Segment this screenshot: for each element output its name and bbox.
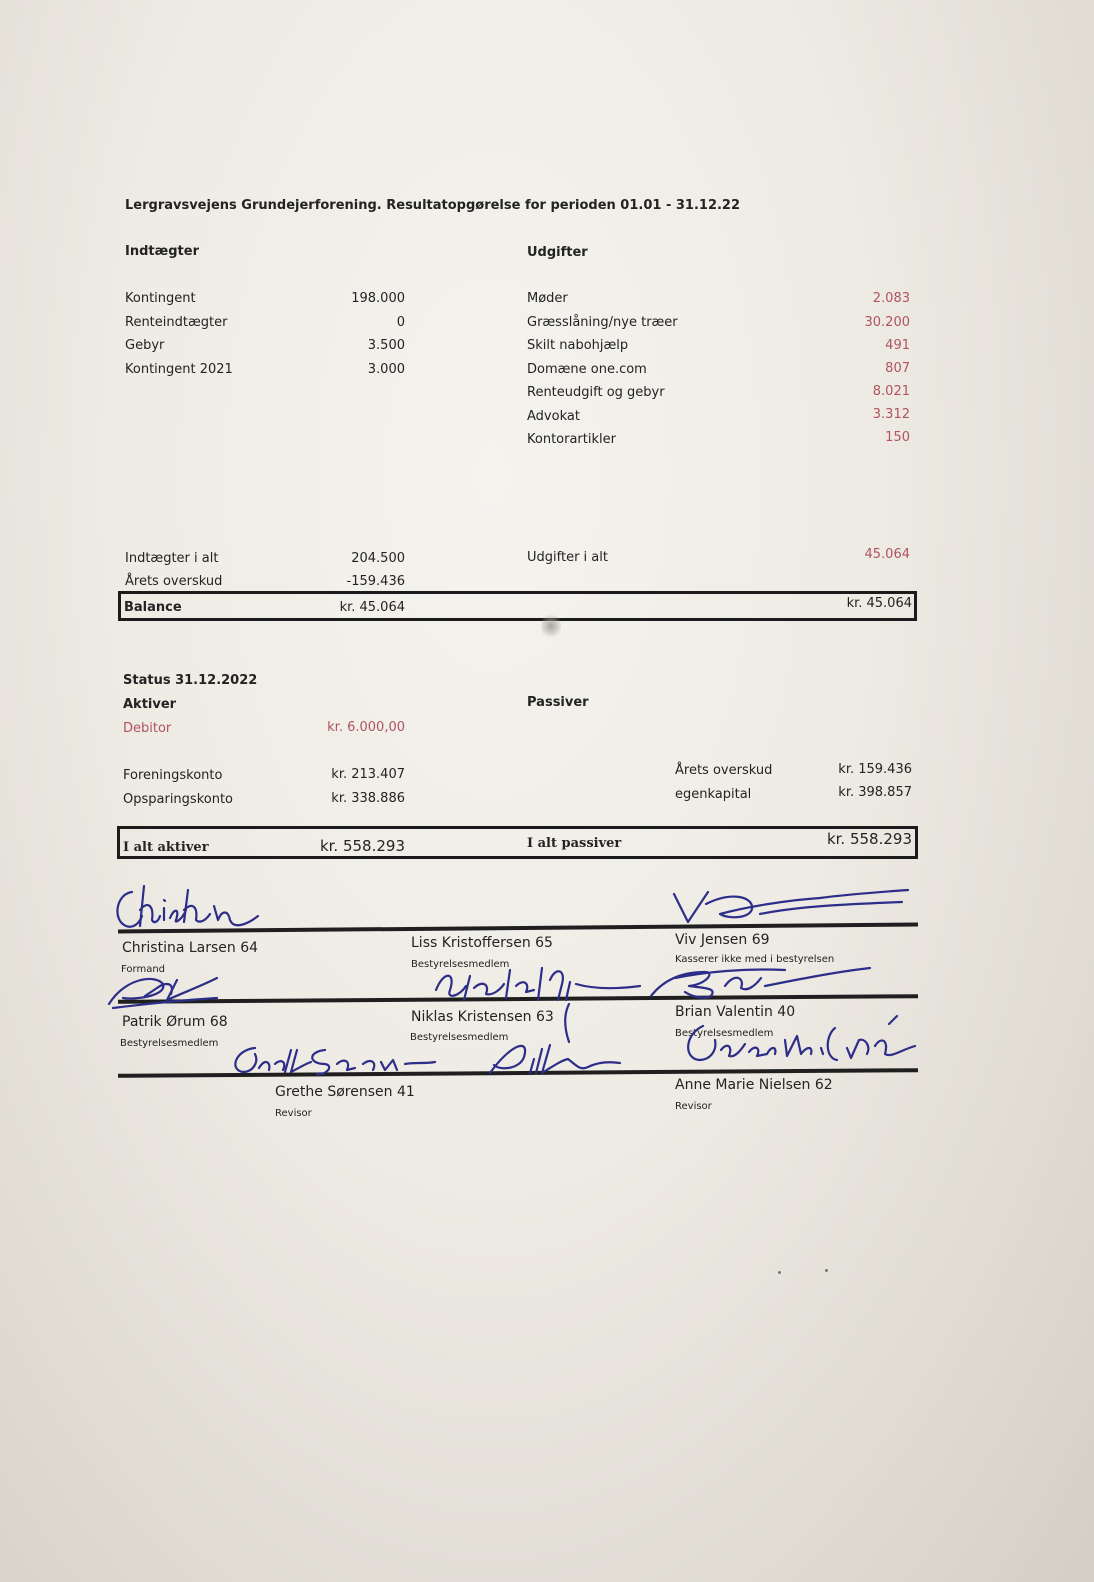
balance-right-value: kr. 45.064 — [846, 596, 912, 611]
total-liabilities-value: kr. 558.293 — [826, 830, 912, 848]
debitor-value: kr. 6.000,00 — [327, 720, 405, 735]
status-heading: Status 31.12.2022 — [123, 673, 258, 688]
expense-label: Skilt nabohjælp — [527, 338, 629, 353]
debitor-label: Debitor — [123, 721, 172, 736]
signer-name: Patrik Ørum 68 — [122, 1014, 228, 1030]
total-liabilities-label: I alt passiver — [527, 836, 622, 851]
total-assets-value: kr. 558.293 — [319, 837, 405, 855]
expense-label: Møder — [527, 291, 568, 306]
signer-role: Bestyrelsesmedlem — [675, 1028, 774, 1039]
asset-label: Foreningskonto — [123, 768, 223, 783]
expenses-total-value: 45.064 — [864, 547, 910, 562]
signer-name: Viv Jensen 69 — [675, 932, 770, 948]
expense-value: 491 — [885, 338, 910, 353]
expense-label: Kontorartikler — [527, 432, 616, 447]
income-value: 3.000 — [367, 362, 405, 377]
expense-label: Græsslåning/nye træer — [527, 315, 678, 330]
liability-value: kr. 398.857 — [838, 785, 912, 800]
income-value: 0 — [396, 315, 405, 330]
expense-value: 30.200 — [864, 315, 910, 330]
stain-mark — [541, 612, 561, 640]
expense-value: 3.312 — [872, 407, 910, 422]
income-total-label: Indtægter i alt — [125, 551, 219, 566]
signer-name: Brian Valentin 40 — [675, 1004, 796, 1020]
signer-name: Anne Marie Nielsen 62 — [675, 1077, 833, 1093]
expense-value: 2.083 — [872, 291, 910, 306]
asset-value: kr. 338.886 — [331, 791, 405, 806]
signer-name: Christina Larsen 64 — [122, 940, 259, 956]
income-heading: Indtægter — [125, 244, 199, 259]
surplus-value: -159.436 — [346, 574, 405, 589]
signer-name: Liss Kristoffersen 65 — [411, 935, 553, 951]
liability-value: kr. 159.436 — [838, 762, 912, 777]
document-title: Lergravsvejens Grundejerforening. Resultatopgørelse for perioden 01.01 - 31.12.22 — [125, 198, 741, 213]
expenses-heading: Udgifter — [527, 245, 588, 260]
expense-label: Advokat — [527, 409, 580, 424]
signature-grethe-sorensen — [225, 1040, 455, 1080]
expense-label: Renteudgift og gebyr — [527, 385, 665, 400]
signature-christina-larsen — [110, 880, 270, 935]
expense-value: 8.021 — [872, 384, 910, 399]
signature-anne-marie-nielsen — [675, 1010, 925, 1070]
signature-viv-jensen — [670, 884, 915, 929]
total-assets-label: I alt aktiver — [123, 840, 209, 855]
income-label: Gebyr — [125, 338, 165, 353]
income-value: 198.000 — [351, 291, 405, 306]
asset-label: Opsparingskonto — [123, 792, 234, 807]
signer-role: Bestyrelsesmedlem — [411, 959, 510, 970]
speck — [825, 1269, 828, 1272]
signer-name: Niklas Kristensen 63 — [411, 1009, 554, 1025]
asset-value: kr. 213.407 — [331, 767, 405, 782]
signer-role: Bestyrelsesmedlem — [120, 1038, 219, 1049]
income-label: Kontingent 2021 — [125, 362, 233, 377]
expense-value: 807 — [885, 361, 910, 376]
balance-label: Balance — [124, 600, 182, 615]
signer-role: Bestyrelsesmedlem — [410, 1032, 509, 1043]
expense-value: 150 — [885, 430, 910, 445]
expenses-total-label: Udgifter i alt — [527, 550, 608, 565]
balance-left-value: kr. 45.064 — [339, 600, 405, 615]
expense-label: Domæne one.com — [527, 362, 647, 377]
signer-role: Formand — [121, 964, 166, 975]
liability-label: Årets overskud — [675, 763, 773, 778]
liability-label: egenkapital — [675, 787, 752, 802]
signer-role: Revisor — [675, 1101, 712, 1112]
speck — [778, 1271, 781, 1274]
signature-liss-kristoffersen — [430, 960, 650, 1005]
assets-heading: Aktiver — [123, 697, 177, 712]
signer-name: Grethe Sørensen 41 — [275, 1084, 415, 1100]
signature-brian-valentin — [645, 958, 875, 1003]
income-label: Renteindtægter — [125, 315, 228, 330]
income-label: Kontingent — [125, 291, 196, 306]
signer-role: Kasserer ikke med i bestyrelsen — [675, 954, 835, 965]
liabilities-heading: Passiver — [527, 695, 589, 710]
signer-role: Revisor — [275, 1108, 312, 1119]
surplus-label: Årets overskud — [125, 574, 223, 589]
signature-patrik-orum — [105, 968, 225, 1013]
signature-niklas-kristensen — [480, 1035, 630, 1080]
income-value: 3.500 — [367, 338, 405, 353]
income-total-value: 204.500 — [351, 551, 405, 566]
